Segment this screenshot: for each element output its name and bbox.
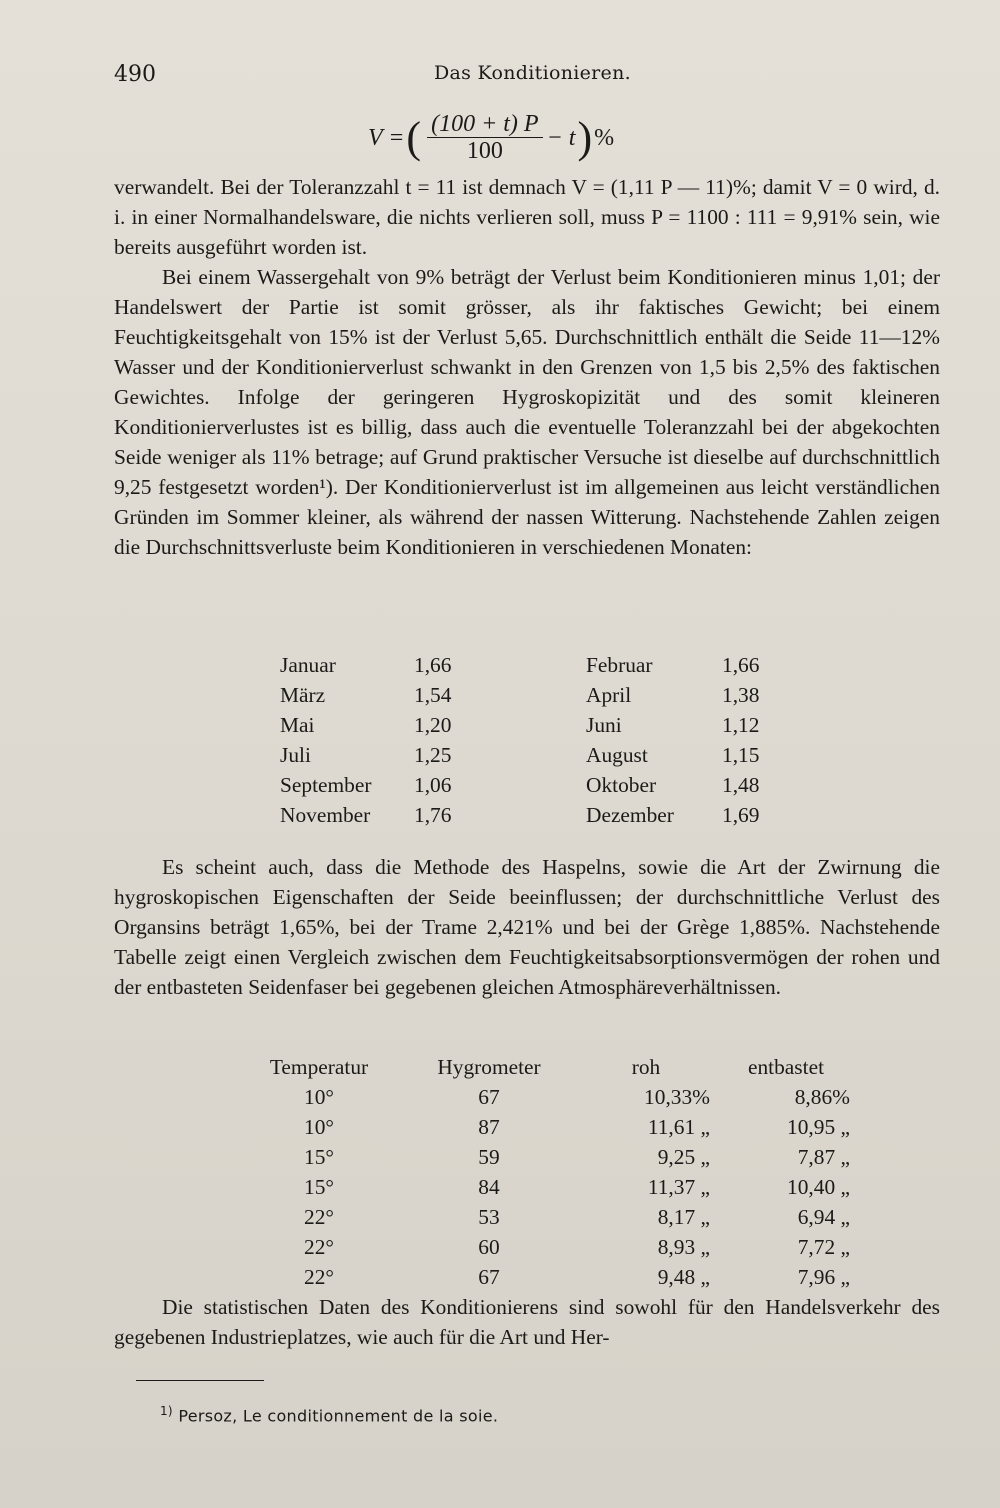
month-name: April: [586, 683, 632, 707]
month-name: Oktober: [586, 773, 657, 797]
raw-cell: 9,48 „: [657, 1265, 710, 1289]
month-name: Januar: [280, 653, 336, 677]
month-name: Februar: [586, 653, 653, 677]
formula-close-paren: ): [577, 113, 593, 162]
month-value: 1,38: [722, 683, 760, 707]
degummed-cell: 10,40 „: [787, 1175, 850, 1199]
formula-numerator: (100 + t) P: [427, 111, 543, 138]
month-name: August: [586, 743, 648, 767]
table-row: [280, 800, 800, 830]
raw-cell: 8,93 „: [657, 1235, 710, 1259]
month-value: 1,66: [722, 653, 760, 677]
table-header-row: [230, 1052, 850, 1082]
footnote-divider: [136, 1380, 264, 1381]
temperature-cell: 10°: [304, 1085, 334, 1109]
month-value: 1,69: [722, 803, 760, 827]
hygrometer-table: [230, 1052, 850, 1292]
hygrometer-cell: 87: [478, 1115, 500, 1139]
degummed-cell: 6,94 „: [797, 1205, 850, 1229]
month-name: November: [280, 803, 371, 827]
formula: [368, 110, 614, 166]
temperature-cell: 22°: [304, 1265, 334, 1289]
table-row: [230, 1232, 850, 1262]
degummed-cell: 8,86%: [794, 1085, 850, 1109]
raw-cell: 8,17 „: [657, 1205, 710, 1229]
table-row: [280, 770, 800, 800]
formula-minus-t: − t: [546, 124, 576, 151]
month-name: September: [280, 773, 372, 797]
column-header: entbastet: [747, 1055, 825, 1079]
month-value: 1,48: [722, 773, 760, 797]
month-name: Dezember: [586, 803, 674, 827]
hygrometer-cell: 53: [478, 1205, 500, 1229]
table-row: [230, 1142, 850, 1172]
hygrometer-cell: 59: [478, 1145, 500, 1169]
paragraph-group-2: [114, 852, 940, 1002]
formula-percent: %: [594, 124, 615, 151]
column-header: roh: [631, 1055, 661, 1079]
table-row: [230, 1172, 850, 1202]
month-value: 1,12: [722, 713, 760, 737]
degummed-cell: 7,87 „: [797, 1145, 850, 1169]
table-row: [230, 1262, 850, 1292]
table-row: [280, 710, 800, 740]
month-value: 1,54: [414, 683, 452, 707]
temperature-cell: 22°: [304, 1205, 334, 1229]
footnote-marker: 1): [160, 1404, 173, 1418]
paragraph: Bei einem Wassergehalt von 9% beträgt der Verlust beim Konditionieren minus 1,01; der Handelswert der Partie ist somit grösser, als ihr faktisches Gewicht; bei einem Feuchtigkeitsgehalt von 15% ist der Verlust 5,65. Durchschnittlich enthält die Seide 11—12% Wasser und der Konditionierverlust schwankt in den Grenzen von 1,5 bis 2,5% des faktischen Gewichtes. Infolge der geringeren Hygroskopizität und des somit kleineren Konditionierverlustes ist es billig, dass auch die eventuelle Toleranzzahl bei der abgekochten Seide weniger als 11% betrage; auf Grund praktischer Versuche ist dieselbe auf durchschnittlich 9,25 festgesetzt worden¹). Der Konditionierverlust ist im allgemeinen aus leicht verständlichen Gründen im Sommer kleiner, als während der nassen Witterung. Nachstehende Zahlen zeigen die Durchschnittsverluste beim Konditionieren in verschiedenen Monaten:: [114, 265, 940, 559]
degummed-cell: 7,72 „: [797, 1235, 850, 1259]
degummed-cell: 7,96 „: [797, 1265, 850, 1289]
temperature-cell: 15°: [304, 1175, 334, 1199]
month-name: Juni: [586, 713, 622, 737]
temperature-cell: 22°: [304, 1235, 334, 1259]
raw-cell: 11,37 „: [647, 1175, 710, 1199]
formula-open-paren: (: [406, 113, 422, 162]
table-row: [230, 1112, 850, 1142]
month-name: Juli: [280, 743, 311, 767]
raw-cell: 10,33%: [644, 1085, 710, 1109]
paragraph: Es scheint auch, dass die Methode des Haspelns, sowie die Art der Zwirnung die hygroskopischen Eigenschaften der Seide beeinflussen; der durchschnittliche Verlust des Organsins beträgt 1,65%, bei der Trame 2,421% und bei der Grège 1,885%. Nachstehende Tabelle zeigt einen Vergleich zwischen dem Feuchtigkeitsabsorptionsvermögen der rohen und der entbasteten Seidenfaser bei gegebenen gleichen Atmosphäreverhältnissen.: [114, 855, 940, 999]
degummed-cell: 10,95 „: [787, 1115, 850, 1139]
month-value: 1,20: [414, 713, 452, 737]
hygrometer-cell: 67: [478, 1085, 500, 1109]
table-row: [230, 1202, 850, 1232]
month-value: 1,76: [414, 803, 452, 827]
paragraph: Die statistischen Daten des Konditionierens sind sowohl für den Handelsverkehr des gegebenen Industrieplatzes, wie auch für die Art und Her-: [114, 1295, 940, 1349]
raw-cell: 11,61 „: [647, 1115, 710, 1139]
hygrometer-cell: 67: [478, 1265, 500, 1289]
month-name: März: [280, 683, 326, 707]
hygrometer-cell: 60: [478, 1235, 500, 1259]
paragraph-group-1: [114, 172, 940, 562]
column-header: Temperatur: [269, 1055, 369, 1079]
month-name: Mai: [280, 713, 315, 737]
table-row: [280, 680, 800, 710]
month-value: 1,66: [414, 653, 452, 677]
paragraph-group-3: [114, 1292, 940, 1352]
page-number: 490: [114, 62, 156, 87]
formula-fraction: [427, 111, 543, 166]
table-row: [280, 740, 800, 770]
paragraph: verwandelt. Bei der Toleranzzahl t = 11 ist demnach V = (1,11 P — 11)%; damit V = 0 wird, d. i. in einer Normalhandelsware, die nichts verlieren soll, muss P = 1100 : 111 = 9,91% sein, wie bereits ausgeführt worden ist.: [114, 175, 940, 259]
month-value: 1,06: [414, 773, 452, 797]
footnote-text: Persoz, Le conditionnement de la soie.: [178, 1406, 499, 1426]
month-value: 1,15: [722, 743, 760, 767]
formula-denominator: 100: [466, 137, 503, 164]
hygrometer-cell: 84: [478, 1175, 500, 1199]
formula-lhs: V =: [368, 124, 405, 151]
column-header: Hygrometer: [437, 1055, 541, 1079]
footnote: [160, 1404, 498, 1425]
month-value: 1,25: [414, 743, 452, 767]
monthly-loss-table: [280, 650, 800, 830]
temperature-cell: 15°: [304, 1145, 334, 1169]
table-row: [230, 1082, 850, 1112]
page-header: [114, 62, 940, 92]
temperature-cell: 10°: [304, 1115, 334, 1139]
table-row: [280, 650, 800, 680]
running-head: Das Konditionieren.: [434, 62, 631, 84]
raw-cell: 9,25 „: [657, 1145, 710, 1169]
